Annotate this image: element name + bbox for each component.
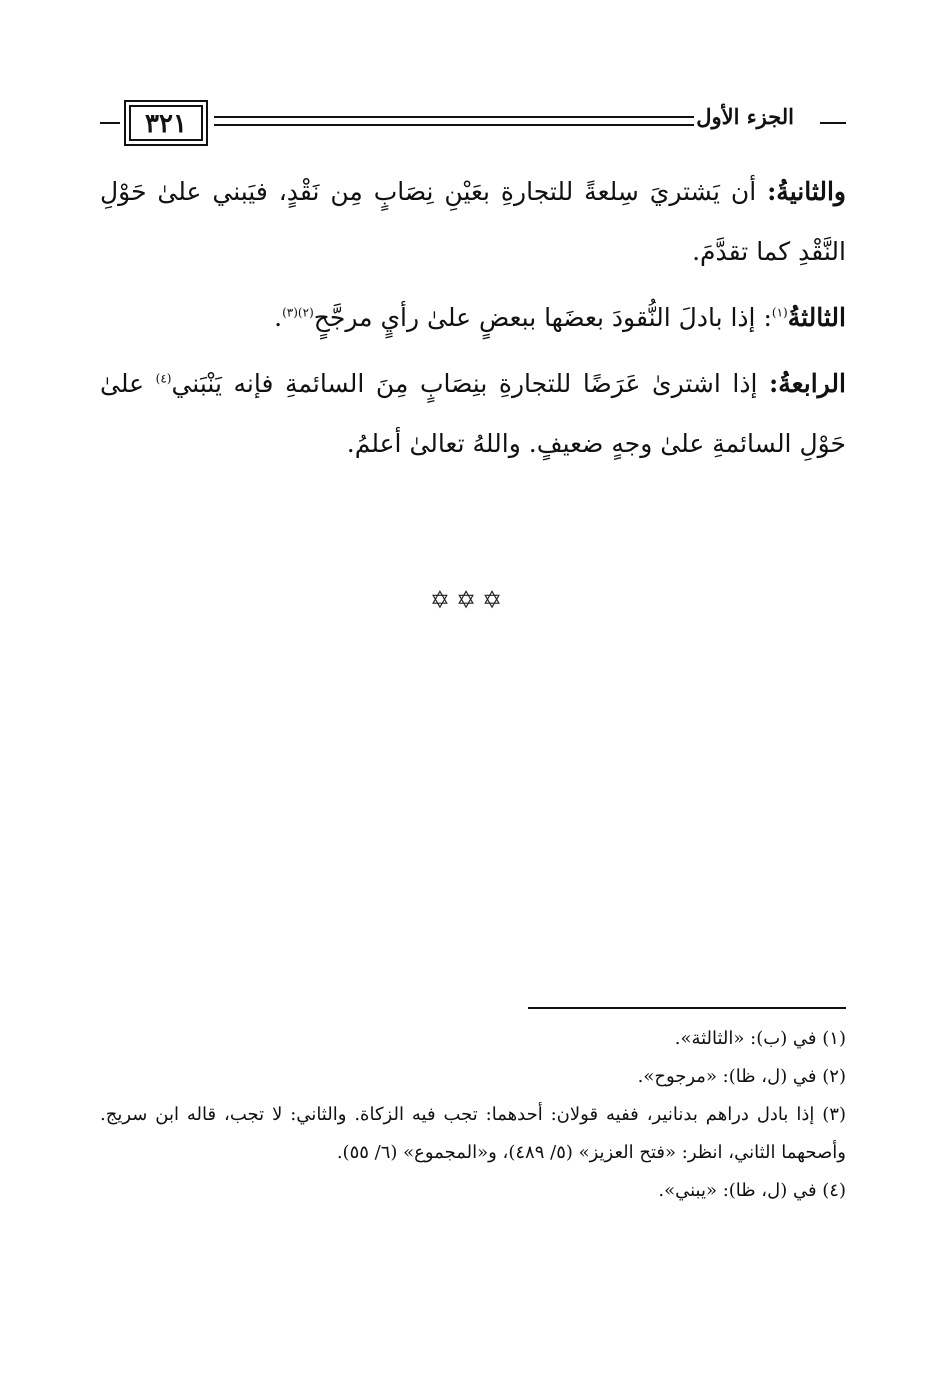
footnote-ref-2-3: (٢)(٣)	[282, 305, 314, 320]
footnote-1: (١) في (ب): «الثالثة».	[674, 1028, 846, 1049]
paragraph-third-text: : إذا بادلَ النُّقودَ بعضَها ببعضٍ علىٰ رأيٍ مرجَّحٍ	[313, 303, 772, 332]
paragraph-fourth-text-b: علىٰ حَوْلِ السائمةِ علىٰ وجهٍ ضعيفٍ. واللهُ تعالىٰ أعلمُ.	[100, 369, 846, 458]
paragraph-second	[100, 162, 846, 282]
paragraph-third-end: .	[274, 303, 283, 332]
header-rule-left	[100, 122, 120, 124]
footnote-ref-4: (٤)	[155, 371, 172, 386]
paragraph-third	[100, 288, 846, 348]
page-number-frame	[124, 100, 208, 146]
paragraph-third-label: الثالثةُ	[787, 303, 846, 332]
footnote-separator-line	[528, 1007, 846, 1009]
paragraph-fourth	[100, 354, 846, 474]
page-number: ٣٢١	[129, 105, 203, 141]
section-separator-stars: ✡✡✡	[429, 586, 509, 614]
main-body	[100, 162, 846, 474]
running-title: الجزء الأول	[696, 104, 794, 129]
paragraph-fourth-text-a: إذا اشترىٰ عَرَضًا للتجارةِ بنِصَابٍ مِنَ السائمةِ فإنه يَنْبَني	[171, 369, 758, 398]
footnote-ref-1: (١)	[771, 305, 788, 320]
paragraph-second-text: أن يَشتريَ سِلعةً للتجارةِ بعَيْنِ نِصَابٍ مِن نَقْدٍ، فيَبني علىٰ حَوْلِ النَّقْدِ كما تقدَّمَ.	[100, 177, 846, 266]
page-header	[100, 96, 846, 156]
paragraph-fourth-label: الرابعةُ:	[769, 369, 846, 398]
footnote-3: (٣) إذا بادل دراهم بدنانير، ففيه قولان: أحدهما: تجب فيه الزكاة. والثاني: لا تجب، قاله ابن سريج. وأصحهما الثاني، انظر: «فتح العزيز» (٥/ ٤٨٩)، و«المجموع» (٦/ ٥٥).	[100, 1104, 846, 1163]
footnote-2: (٢) في (ل، ظا): «مرجوح».	[637, 1066, 846, 1087]
footnote-4: (٤) في (ل، ظا): «يبني».	[658, 1180, 846, 1201]
paragraph-second-label: والثانيةُ:	[767, 177, 846, 206]
header-double-rule	[214, 116, 694, 126]
footnotes	[100, 1020, 846, 1210]
header-rule-right	[820, 122, 846, 124]
